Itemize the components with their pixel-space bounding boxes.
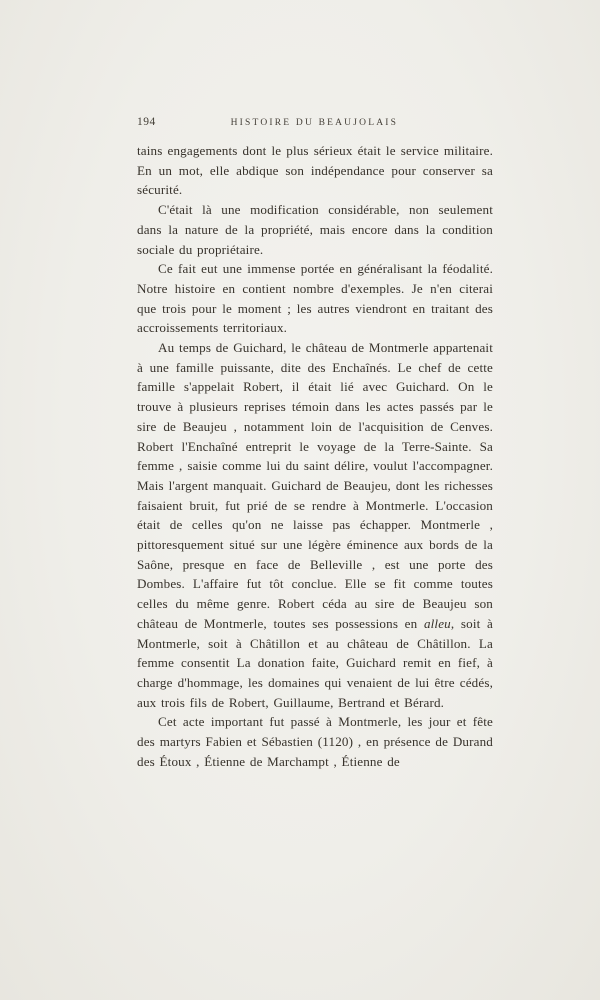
- body-text: Au temps de Guichard, le château de Montmerle appartenait à une famille puissante, dite des Enchaînés. Le chef de cette famille s'appelait Robert, il était lié avec Guichard. On le trouve à plusieurs reprises témoin dans les actes passés par le sire de Beaujeu , notamment loin de l'acquisition de Cenves. Robert l'Enchaîné entreprit le voyage de la Terre-Sainte. Sa femme , saisie comme lui du saint délire, voulut l'accompagner. Mais l'argent manquait. Guichard de Beaujeu, dont les richesses faisaient bruit, fut prié de se rendre à Montmerle. L'occasion était de celles qu'on ne laisse pas échapper. Montmerle , pittoresquement situé sur une légère éminence aux bords de la Saône, presque en face de Belleville , est une porte des Dombes. L'affaire fut tôt conclue. Elle se fit comme toutes celles du même genre. Robert céda au sire de Beaujeu son château de Montmerle, toutes ses possessions en: [137, 340, 493, 631]
- body-text: , soit à Montmerle, soit à Châtillon et au château de Châtillon. La femme consentit La donation faite, Guichard remit en fief, à charge d'hommage, les domaines qui venaient de lui être cédés, aux trois fils de Robert, Guillaume, Bertrand et Bérard.: [137, 615, 493, 710]
- paragraph: [137, 141, 493, 200]
- page-body: [137, 141, 493, 772]
- paragraph: [137, 712, 493, 771]
- body-text: Cet acte important fut passé à Montmerle, les jour et fête des martyrs Fabien et Sébastien (1120) , en présence de Durand des Étoux , Étienne de Marchampt , Étienne de: [137, 714, 493, 769]
- body-text: tains engagements dont le plus sérieux était le service militaire. En un mot, elle abdique son indépendance pour conserver sa sécurité.: [137, 143, 493, 198]
- page-number: 194: [137, 116, 156, 128]
- running-head: [137, 116, 493, 128]
- italic-text: alleu: [423, 615, 451, 631]
- paragraph: [137, 200, 493, 259]
- text-block: [137, 116, 493, 772]
- paragraph: [137, 338, 493, 712]
- body-text: C'était là une modification considérable, non seulement dans la nature de la propriété, mais encore dans la condition sociale du propriétaire.: [137, 202, 493, 257]
- body-text: Ce fait eut une immense portée en généralisant la féodalité. Notre histoire en contient nombre d'exemples. Je n'en citerai que trois pour le moment ; les autres viendront en traitant des accroissements territoriaux.: [137, 261, 493, 336]
- running-title: HISTOIRE DU BEAUJOLAIS: [230, 118, 399, 128]
- paragraph: [137, 259, 493, 338]
